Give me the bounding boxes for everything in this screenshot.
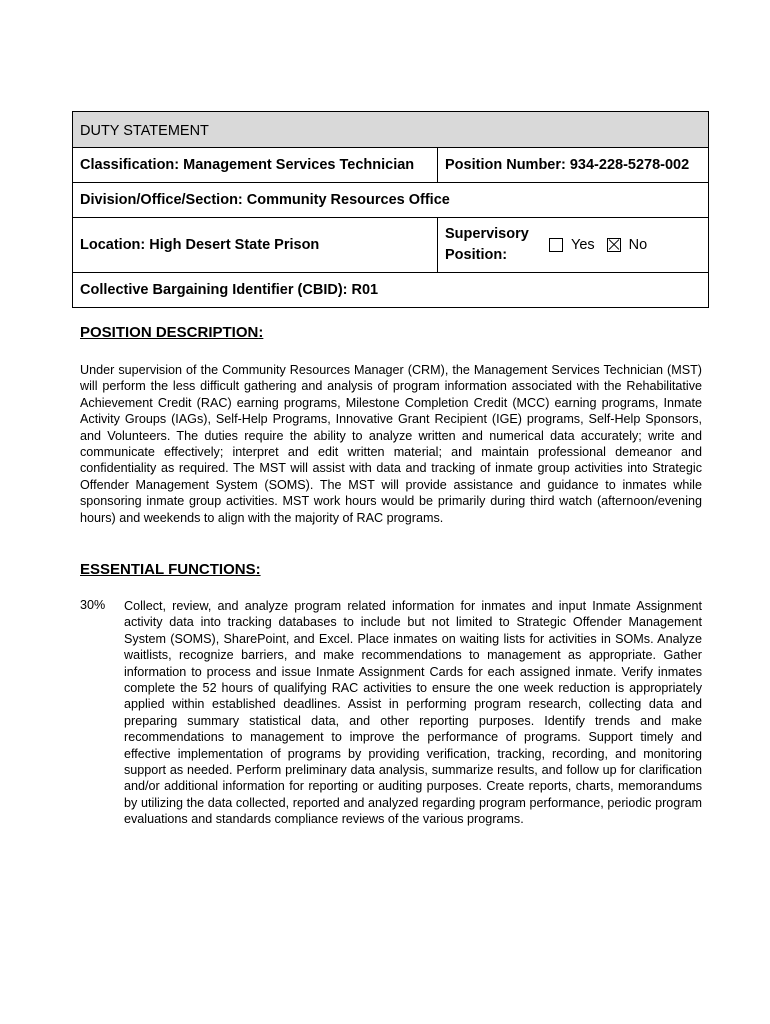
- duty-statement-table: [72, 111, 709, 308]
- position-number-cell: Position Number: 934-228-5278-002: [438, 148, 709, 183]
- function-percent: 30%: [80, 598, 106, 612]
- division-cell: Division/Office/Section: Community Resources Office: [73, 183, 709, 218]
- supervisory-label: Supervisory Position:: [445, 226, 529, 263]
- position-description-title: POSITION DESCRIPTION:: [80, 324, 264, 341]
- position-description-text: Under supervision of the Community Resources Manager (CRM), the Management Services Technician (MST) will perform the less difficult gathering and analysis of program information associated with the Rehabilitative Achievement Credit (RAC) earning programs, Milestone Completion Credit (MCC) earning programs, Inmate Activity Groups (IAGs), Self-Help Programs, Innovative Grant Recipient (IGE) programs, Self-Help Sponsors, and Volunteers. The duties require the ability to analyze written and numerical data accurately; write and communicate effectively; interpret and edit written material; and maintain professional demeanor and confidentiality as required. The MST will assist with data and tracking of inmate group activities into Strategic Offender Management System (SOMS). The MST will provide assistance and guidance to inmates while sponsoring inmate group activities. MST work hours would be primarily during third watch (afternoon/evening hours) and weekends to align with the majority of RAC programs.: [80, 363, 702, 525]
- no-label: No: [628, 237, 648, 253]
- yes-checkbox[interactable]: [549, 238, 563, 252]
- no-checkbox[interactable]: [607, 238, 621, 252]
- function-text: Collect, review, and analyze program related information for inmates and input Inmate Assignment activity data into tracking databases to include but not limited to Strategic Offender Management System (SOMS), SharePoint, and Excel. Place inmates on waiting lists for activities in SOMs. Analyze waitlists, recognize barriers, and make recommendations to management as appropriate. Gather information to process and issue Inmate Assignment Cards for each assigned inmate. Verify inmates complete the 52 hours of qualifying RAC activities to ensure the one week reduction is appropriately applied within established deadlines. Assist in performing program research, collecting data and preparing summary statistical data, and other reporting purposes. Identify trends and make recommendations to management to improve the performance of programs. Support timely and effective implementation of programs by providing verification, tracking, recording, and monitoring support as needed. Perform preliminary data analysis, summarize results, and follow up for clarification and/or additional information for reporting or auditing purposes. Create reports, charts, memorandums by utilizing the data collected, reported and analyzed regarding program performance, periodic program evaluations and standards compliance reviews of the various programs.: [124, 599, 702, 827]
- table-header: DUTY STATEMENT: [73, 112, 709, 148]
- classification-cell: Classification: Management Services Technician: [73, 148, 438, 183]
- essential-functions-title: ESSENTIAL FUNCTIONS:: [80, 561, 261, 578]
- yes-label: Yes: [571, 237, 595, 253]
- cbid-cell: Collective Bargaining Identifier (CBID): R01: [73, 273, 709, 308]
- supervisory-cell: [438, 218, 709, 273]
- location-cell: Location: High Desert State Prison: [73, 218, 438, 273]
